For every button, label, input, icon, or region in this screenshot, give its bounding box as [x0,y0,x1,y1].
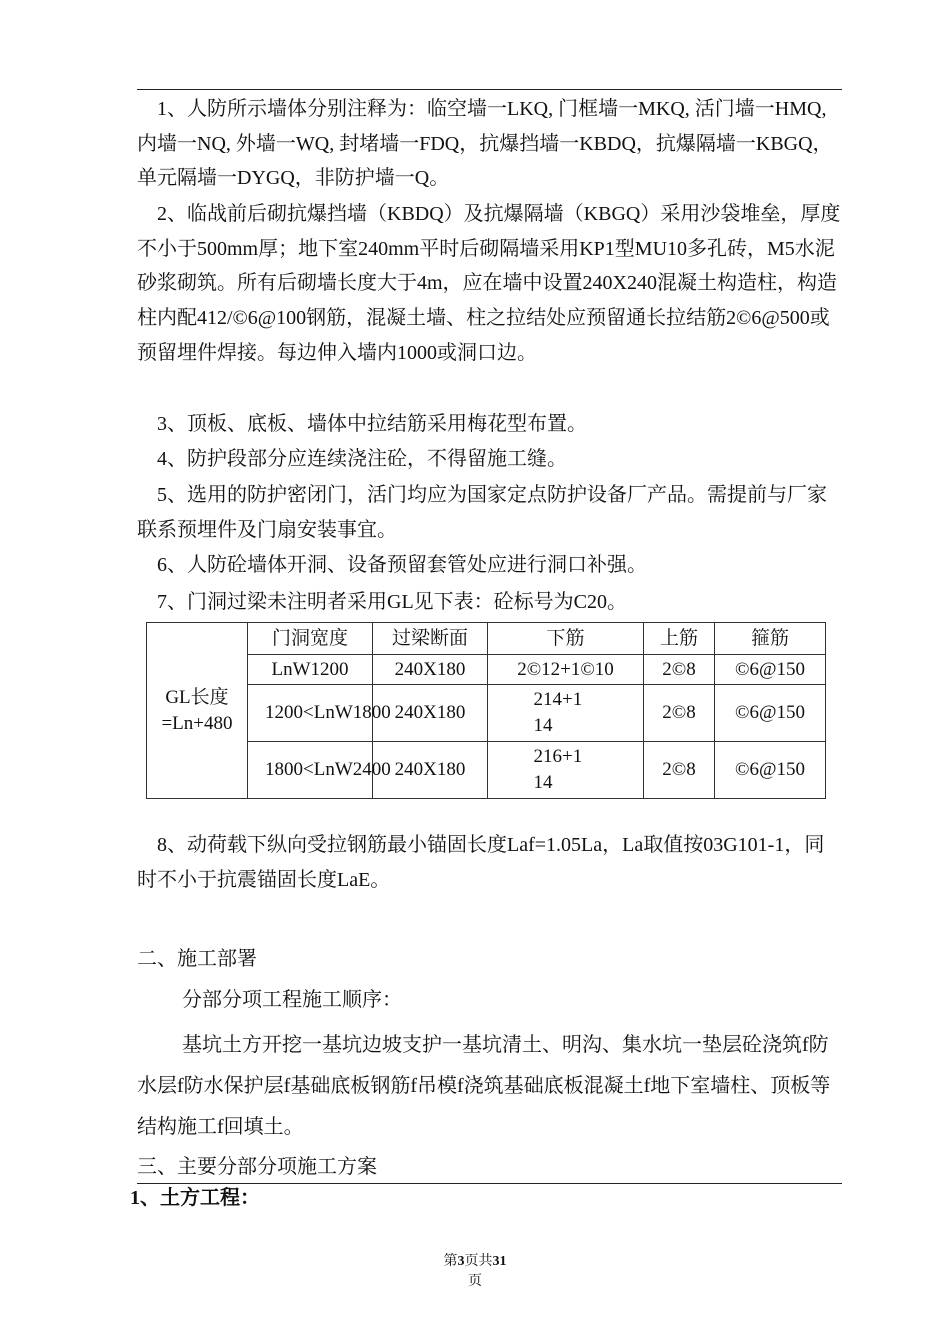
col-header: 门洞宽度 [248,623,373,655]
note-6: 6、人防砼墙体开洞、设备预留套管处应进行洞口补强。 [157,554,647,576]
table-cell: 1200<LnW1800 [248,685,373,742]
subsection-1-title: 1、土方工程： [130,1187,260,1209]
note-4: 4、防护段部分应连续浇注砼，不得留施工缝。 [157,448,567,470]
table-cell: ©6@150 [715,742,826,799]
table-cell: 214+1 14 [488,685,644,742]
table-row [147,655,826,685]
note-2: 2、临战前后砌抗爆挡墙（KBDQ）及抗爆隔墙（KBGQ）采用沙袋堆垒，厚度不小于500mm厚；地下室240mm平时后砌隔墙采用KP1型MU10多孔砖，M5水泥砂浆砌筑。所有后砌墙长度大于4m，应在墙中设置240X240混凝土构造柱，构造柱内配412/©6@100钢筋，混凝土墙、柱之拉结处应预留通长拉结筋2©6@500或预留埋件焊接。每边伸入墙内1000或洞口边。 [137,203,841,364]
table-row [147,742,826,799]
table-cell: 240X180 [373,742,488,799]
section-2-subtitle: 分部分项工程施工顺序： [182,989,402,1011]
table-cell: 240X180 [373,655,488,685]
page-footer-suffix: 页 [468,1274,482,1289]
table-cell: 2©8 [644,742,715,799]
page-footer: 第3页共31 [443,1254,507,1269]
table-cell: LnW1200 [248,655,373,685]
table-cell: 216+1 14 [488,742,644,799]
row-header-cell: GL长度=Ln+480 [147,623,248,799]
section-2-body: 基坑土方开挖一基坑边坡支护一基坑清土、明沟、集水坑一垫层砼浇筑f防水层f防水保护层f基础底板钢筋f吊模f浇筑基础底板混凝土f地下室墙柱、顶板等结构施工f回填土。 [137,1034,831,1138]
col-header: 箍筋 [715,623,826,655]
table-cell: 2©8 [644,655,715,685]
table-cell: ©6@150 [715,685,826,742]
section-3-title: 三、主要分部分项施工方案 [137,1156,377,1178]
table-cell: 240X180 [373,685,488,742]
note-1: 1、人防所示墙体分别注释为：临空墙一LKQ, 门框墙一MKQ, 活门墙一HMQ, 内墙一NQ, 外墙一WQ, 封堵墙一FDQ，抗爆挡墙一KBDQ，抗爆隔墙一KBGQ，单元隔墙一DYGQ，非防护墙一Q。 [137,98,833,190]
note-5: 5、选用的防护密闭门，活门均应为国家定点防护设备厂产品。需提前与厂家联系预埋件及门扇安装事宜。 [137,484,827,541]
table-cell: 2©12+1©10 [488,655,644,685]
col-header: 下筋 [488,623,644,655]
col-header: 过梁断面 [373,623,488,655]
note-7: 7、门洞过梁未注明者采用GL见下表：砼标号为C20。 [157,591,627,613]
table-cell: 1800<LnW2400 [248,742,373,799]
table-cell: ©6@150 [715,655,826,685]
col-header: 上筋 [644,623,715,655]
top-rule [137,89,842,90]
note-8: 8、动荷载下纵向受拉钢筋最小锚固长度Laf=1.05La，La取值按03G101-1，同时不小于抗震锚固长度LaE。 [137,834,825,891]
table-cell: 2©8 [644,685,715,742]
lintel-table [146,622,826,799]
section-2-title: 二、施工部署 [137,948,257,970]
note-3: 3、顶板、底板、墙体中拉结筋采用梅花型布置。 [157,413,587,435]
table-row [147,685,826,742]
